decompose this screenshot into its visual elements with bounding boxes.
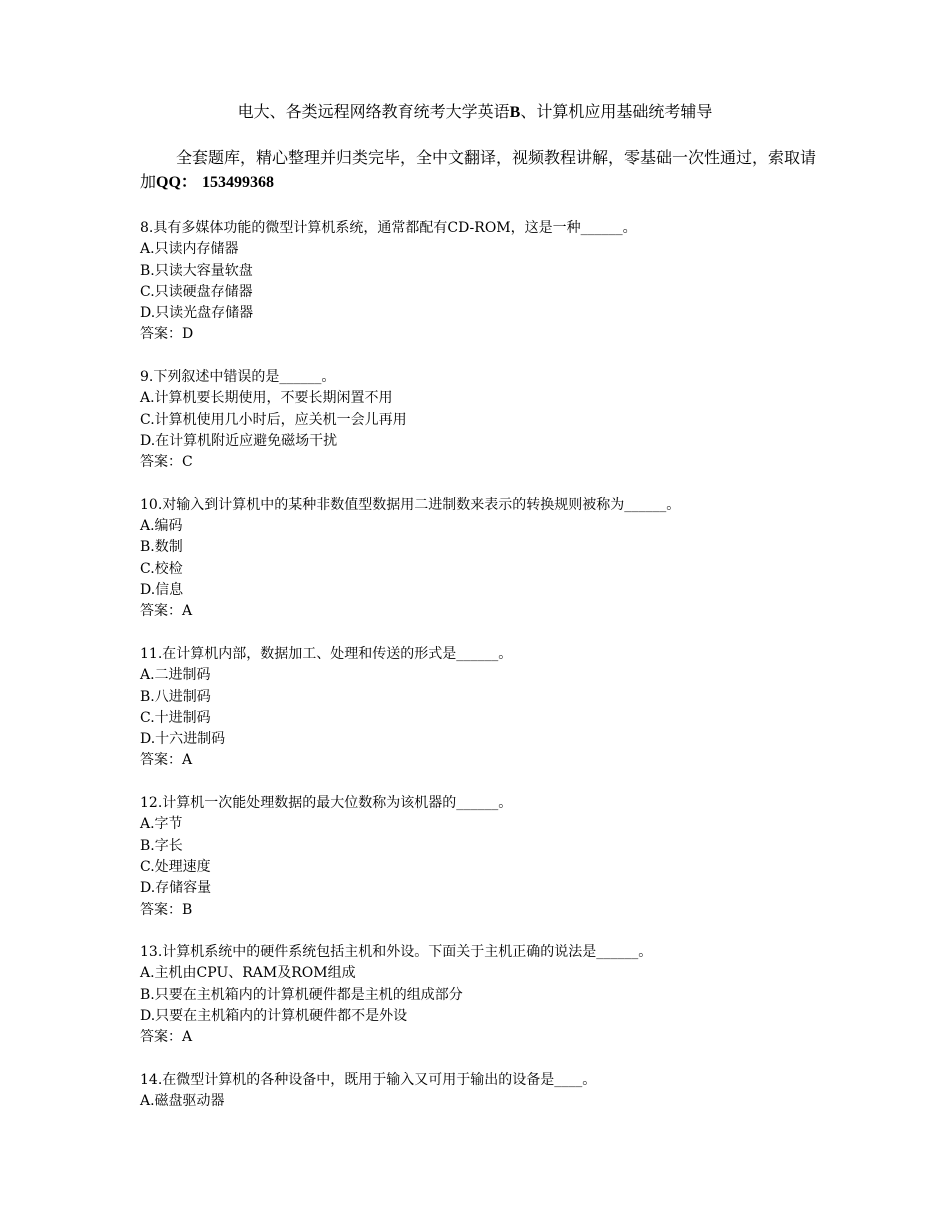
question-stem: 11.在计算机内部，数据加工、处理和传送的形式是______。 [140,645,513,662]
promo-paragraph [140,146,816,195]
question-option: D.在计算机附近应避免磁场干扰 [140,432,338,449]
question-option: A.磁盘驱动器 [140,1093,225,1110]
qq-label: QQ： [156,174,197,191]
question-answer: 答案：B [140,901,193,918]
title-text-pre: 电大、各类远程网络教育统考大学英语 [237,102,510,121]
question-option: C.处理速度 [140,858,211,875]
question-option: A.字节 [140,816,183,833]
question-stem: 8.具有多媒体功能的微型计算机系统，通常都配有CD-ROM，这是一种______。 [140,220,637,236]
question-option: A.主机由CPU、RAM及ROM组成 [140,965,356,982]
question-option: A.二进制码 [140,667,211,684]
question-9 [140,367,820,473]
question-option: C.十进制码 [140,709,211,726]
question-option: D.信息 [140,582,184,599]
question-12 [140,793,820,921]
question-option: C.计算机使用几小时后，应关机一会儿再用 [140,411,407,428]
title-text-post: 、计算机应用基础统考辅导 [520,102,713,121]
question-option: D.只要在主机箱内的计算机硬件都不是外设 [140,1007,408,1024]
question-stem: 13.计算机系统中的硬件系统包括主机和外设。下面关于主机正确的说法是______。 [140,944,653,961]
question-option: D.十六进制码 [140,731,226,748]
question-option: D.存储容量 [140,880,212,897]
question-stem: 14.在微型计算机的各种设备中，既用于输入又可用于输出的设备是____。 [140,1071,597,1088]
question-option: A.计算机要长期使用，不要长期闲置不用 [140,390,393,407]
question-13 [140,942,820,1048]
promo-text: 全套题库，精心整理并归类完毕，全中文翻译，视频教程讲解，零基础一次性通过，索取请加 [140,148,817,191]
question-option: D.只读光盘存储器 [140,305,254,322]
question-answer: 答案：A [140,1029,193,1046]
question-stem: 9.下列叙述中错误的是______。 [140,369,336,386]
question-list [140,218,820,1134]
question-14 [140,1070,820,1113]
question-option: B.数制 [140,539,183,556]
question-answer: 答案：C [140,454,193,471]
question-stem: 10.对输入到计算机中的某种非数值型数据用二进制数来表示的转换规则被称为______。 [140,496,681,513]
question-8 [140,218,820,346]
qq-number: 153499368 [202,174,275,191]
question-answer: 答案：A [140,603,193,620]
question-option: A.只读内存储器 [140,241,239,258]
question-option: C.只读硬盘存储器 [140,283,253,300]
question-option: B.只要在主机箱内的计算机硬件都是主机的组成部分 [140,986,463,1003]
question-answer: 答案：D [140,326,194,343]
question-option: B.字长 [140,837,183,854]
question-option: B.八进制码 [140,688,211,705]
question-answer: 答案：A [140,752,193,769]
question-option: B.只读大容量软盘 [140,262,253,279]
question-option: A.编码 [140,518,183,535]
question-stem: 12.计算机一次能处理数据的最大位数称为该机器的______。 [140,795,513,812]
page-title [0,101,950,124]
title-text-bold: B [509,104,521,121]
question-option: C.校检 [140,560,183,577]
question-10 [140,495,820,623]
question-11 [140,644,820,772]
